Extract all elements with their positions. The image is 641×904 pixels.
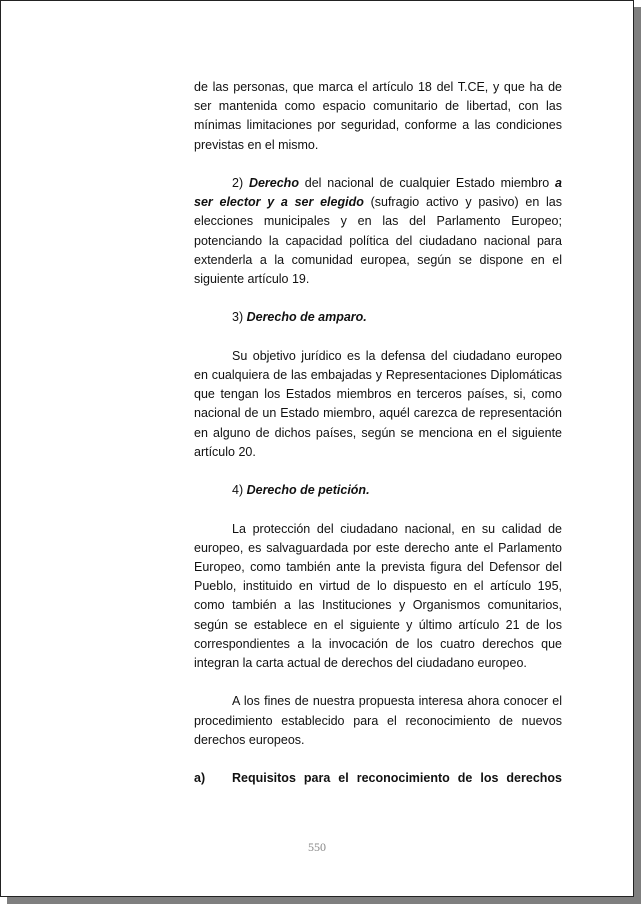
section-letter: a) [194,771,206,786]
page-number: 550 [308,840,326,854]
subheading-peticion: Derecho de petición. [246,483,370,498]
emphasis-derecho: Derecho [248,176,299,190]
paragraph-text: (sufragio activo y pasivo) en las elecciones municipales y en las del Parlamento Europeo; potenciando la capacidad política del ciudadano nacional para extenderla a la comunidad europea, según se dispone en el siguiente artículo 19. [194,195,562,287]
paragraph-6: La protección del ciudadano nacional, en su calidad de europeo, es salvaguardada por este derecho ante el Parlamento Europeo, como también ante la prevista figura del Defensor del Pueblo, instituido en virtud de lo dispuesto en el artículo 195, como también a las Instituciones y Organismos comunitarios, según se establece en el siguiente y último artículo 21 de los correspondientes a la invocación de los cuatro derechos que integran la carta actual de derechos del ciudadano europeo. [194,521,562,671]
item-number: 4) [232,483,247,498]
page-shadow-bottom [7,897,641,904]
paragraph-1: de las personas, que marca el artículo 18 del T.CE, y que ha de ser mantenida como espacio comunitario de libertad, con las mínimas limitaciones por seguridad, conforme a las condiciones previstas en el mismo. [194,80,562,152]
paragraph-5 [194,481,562,500]
body-text [194,78,562,788]
section-heading [194,769,562,788]
item-number: 3) [232,310,247,325]
paragraph-3 [194,308,562,327]
subheading-amparo: Derecho de amparo. [246,310,367,325]
paragraph-2 [194,174,562,289]
emphasis-elector: a ser elector y a ser elegido [194,176,562,210]
paragraph-7: A los fines de nuestra propuesta interesa ahora conocer el procedimiento establecido para el reconocimiento de nuevos derechos europeos. [194,694,562,747]
paragraph-text: del nacional de cualquier Estado miembro [298,176,556,190]
paragraph-4: Su objetivo jurídico es la defensa del ciudadano europeo en cualquiera de las embajadas y Representaciones Diplomáticas que tengan los Estados miembros en terceros países, si, como nacional de un Estado miembro, aquél carezca de representación en alguno de dichos países, según se menciona en el siguiente artículo 20. [194,348,562,459]
section-title: Requisitos para el reconocimiento de los derechos [232,771,562,786]
item-number: 2) [232,176,249,190]
page-shadow-right [634,7,641,904]
